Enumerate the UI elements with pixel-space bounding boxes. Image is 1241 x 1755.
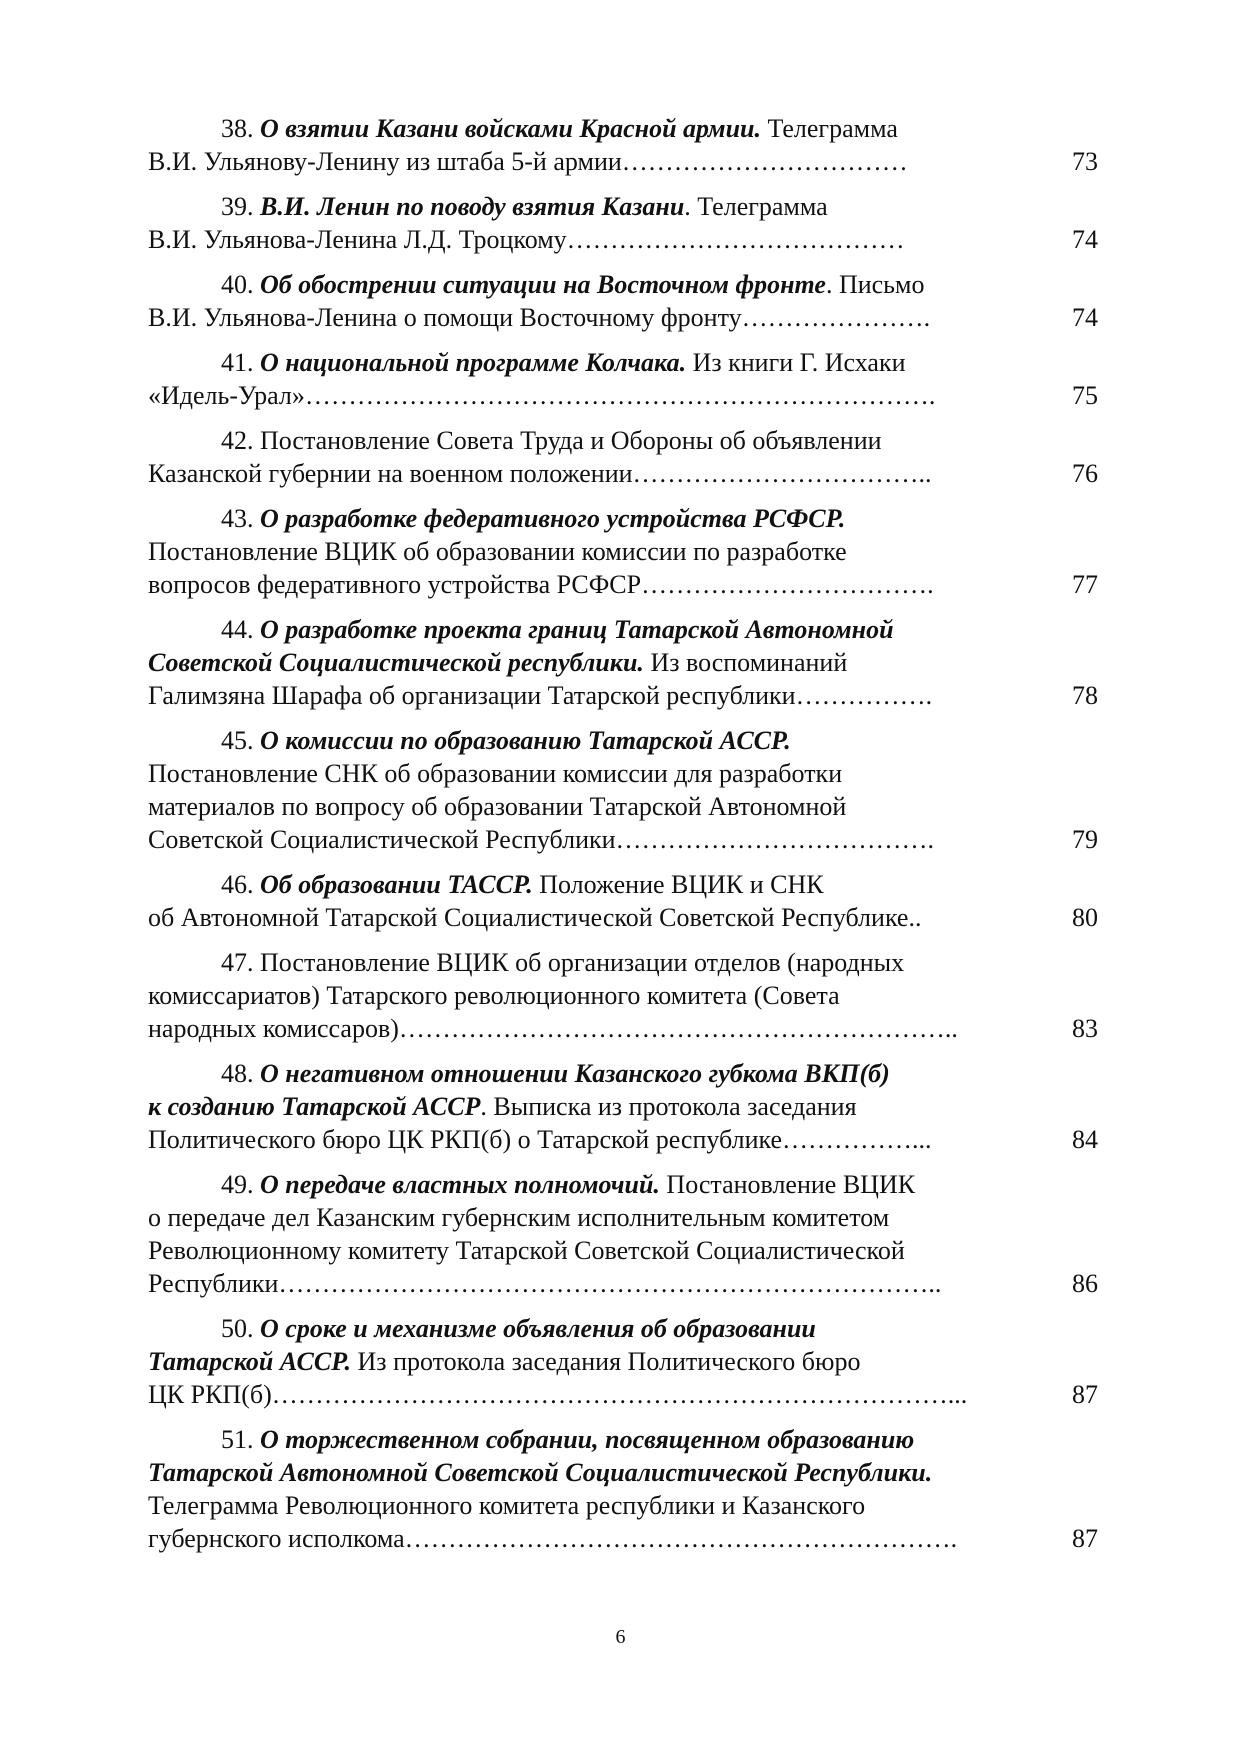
toc-entry-text: [221, 112, 1111, 145]
toc-entry-text: [148, 1378, 1038, 1411]
toc-entry-line: [148, 568, 1098, 601]
toc-entry-line: [148, 1312, 1111, 1345]
toc-entry-title: Советской Социалистической республики.: [148, 648, 644, 677]
toc-entry-description: 38.: [221, 114, 260, 143]
toc-entry-text: [148, 568, 1038, 601]
toc-entry-line: [148, 1123, 1098, 1156]
toc-entry-text: [148, 757, 1038, 790]
toc-entry-line: [148, 301, 1098, 334]
toc-entry-text: [148, 679, 1038, 712]
toc-entry-description: 48.: [221, 1059, 260, 1088]
toc-entry-text: [148, 1456, 1038, 1489]
toc-entry-text: [148, 1234, 1038, 1267]
toc-entry-text: [221, 868, 1111, 901]
toc-entry-line: [148, 790, 1038, 823]
toc-entry: [148, 424, 1098, 490]
toc-entry-text: [148, 379, 1038, 412]
toc-entry-description: ЦК РКП(б)……………………………………………………………………...: [148, 1380, 968, 1409]
toc-entry-description: 39.: [221, 192, 260, 221]
toc-entry-line: [148, 145, 1098, 178]
toc-entry-line: [148, 724, 1111, 757]
toc-entry-text: [221, 502, 1111, 535]
toc-entry-description: . Выписка из протокола заседания: [480, 1092, 857, 1121]
toc-entry-text: [148, 301, 1038, 334]
toc-entry-line: [148, 613, 1111, 646]
toc-entry-description: об Автономной Татарской Социалистической Советской Республике..: [148, 903, 922, 932]
toc-entry-page-number: 87: [1072, 1380, 1098, 1409]
toc-entry-title: О передаче властных полномочий.: [260, 1170, 660, 1199]
toc-entry-description: 51.: [221, 1425, 260, 1454]
toc-entry-line: [148, 223, 1098, 256]
toc-entry-text: [148, 1012, 1038, 1045]
toc-entry-title: О торжественном собрании, посвященном образованию: [260, 1425, 915, 1454]
toc-entry: [148, 1312, 1098, 1411]
toc-entry-text: [148, 1123, 1038, 1156]
toc-entry-description: Советской Социалистической Республики……………………………….: [148, 825, 935, 854]
toc-entry-line: [148, 1489, 1038, 1522]
toc-entry: [148, 1057, 1098, 1156]
toc-entry-page-number: 77: [1072, 570, 1098, 599]
toc-entry-line: [148, 535, 1038, 568]
toc-entry-line: [148, 1345, 1038, 1378]
toc-entry-title: Татарской АССР.: [148, 1347, 352, 1376]
toc-entry-description: Из книги Г. Исхаки: [686, 348, 906, 377]
toc-entry-text: [221, 190, 1111, 223]
toc-entry-description: губернского исполкома……………………………………………………….: [148, 1524, 958, 1553]
toc-entry-description: Постановление ВЦИК: [659, 1170, 916, 1199]
toc-entry-line: [148, 1522, 1098, 1555]
toc-entry-line: [148, 679, 1098, 712]
toc-entry-line: [148, 1201, 1038, 1234]
toc-entry-title: В.И. Ленин по поводу взятия Казани: [260, 192, 685, 221]
toc-entry-text: [148, 535, 1038, 568]
toc-entry-page-number: 87: [1072, 1524, 1098, 1553]
toc-entry-text: [148, 1267, 1038, 1300]
toc-entry-description: 44.: [221, 615, 260, 644]
toc-entry: [148, 268, 1098, 334]
toc-entry-text: [221, 424, 1111, 457]
toc-entry-text: [148, 979, 1038, 1012]
toc-entry-page-number: 75: [1072, 381, 1098, 410]
toc-entry-line: [148, 1012, 1098, 1045]
toc-entry-description: . Телеграмма: [684, 192, 828, 221]
toc-entry-description: Из воспоминаний: [643, 648, 848, 677]
toc-entry-description: 41.: [221, 348, 260, 377]
toc-entry-text: [148, 1489, 1038, 1522]
toc-entry: [148, 190, 1098, 256]
toc-entry-line: [148, 757, 1038, 790]
toc-entry-line: [148, 346, 1111, 379]
toc-entry-page-number: 74: [1072, 225, 1098, 254]
toc-entry-title: к созданию Татарской АССР: [148, 1092, 481, 1121]
toc-entry-title: О взятии Казани войсками Красной армии.: [260, 114, 761, 143]
toc-entry-text: [221, 346, 1111, 379]
toc-entry-text: [148, 790, 1038, 823]
toc-entry-line: [148, 502, 1111, 535]
toc-entry-line: [148, 1057, 1111, 1090]
toc-entry-page-number: 79: [1072, 825, 1098, 854]
toc-entry-title: Татарской Автономной Советской Социалистической Республики.: [148, 1458, 933, 1487]
toc-entry-description: Казанской губернии на военном положении……………………………..: [148, 459, 932, 488]
toc-entry-line: [148, 1423, 1111, 1456]
toc-entry-description: . Письмо: [825, 270, 925, 299]
toc-entry-line: [148, 1378, 1098, 1411]
toc-entry-page-number: 74: [1072, 303, 1098, 332]
toc-entry-text: [221, 268, 1111, 301]
toc-entry-line: [148, 1456, 1038, 1489]
toc-entry-description: 50.: [221, 1314, 260, 1343]
toc-entry-text: [221, 1168, 1111, 1201]
toc-entry-description: Постановление ВЦИК об образовании комиссии по разработке: [148, 537, 847, 566]
toc-entry: [148, 112, 1098, 178]
toc-entry-text: [148, 223, 1038, 256]
toc-entry-description: 40.: [221, 270, 260, 299]
toc-entry-line: [148, 424, 1111, 457]
toc-entry: [148, 1168, 1098, 1300]
toc-entry-page-number: 76: [1072, 459, 1098, 488]
toc-entry-description: 45.: [221, 726, 260, 755]
toc-entry: [148, 346, 1098, 412]
table-of-contents: [148, 112, 1098, 1567]
toc-entry-page-number: 73: [1072, 147, 1098, 176]
toc-entry-text: [148, 1345, 1038, 1378]
toc-entry-page-number: 83: [1072, 1014, 1098, 1043]
toc-entry-line: [148, 190, 1111, 223]
toc-entry-title: О комиссии по образованию Татарской АССР.: [260, 726, 791, 755]
toc-entry-page-number: 86: [1072, 1269, 1098, 1298]
toc-entry-title: Об образовании ТАССР.: [260, 870, 533, 899]
toc-entry-description: В.И. Ульянову-Ленину из штаба 5-й армии……………………………: [148, 147, 908, 176]
toc-entry-description: Революционному комитету Татарской Советской Социалистической: [148, 1236, 905, 1265]
toc-entry-title: Об обострении ситуации на Восточном фронте: [260, 270, 826, 299]
toc-entry-text: [148, 1090, 1038, 1123]
toc-entry-line: [148, 946, 1111, 979]
toc-entry-line: [148, 979, 1038, 1012]
toc-entry-line: [148, 646, 1038, 679]
toc-entry-description: 49.: [221, 1170, 260, 1199]
toc-entry-line: [148, 868, 1111, 901]
toc-entry-description: 46.: [221, 870, 260, 899]
toc-entry-description: комиссариатов) Татарского революционного комитета (Совета: [148, 981, 840, 1010]
toc-entry: [148, 946, 1098, 1045]
toc-entry-description: Республики…………………………………………………………………..: [148, 1269, 942, 1298]
toc-entry-line: [148, 1267, 1098, 1300]
toc-entry-page-number: 80: [1072, 903, 1098, 932]
toc-entry-text: [148, 901, 1038, 934]
footer-page-number: 6: [615, 1626, 626, 1648]
toc-entry-text: [148, 1201, 1038, 1234]
toc-entry-page-number: 84: [1072, 1125, 1098, 1154]
toc-entry-description: В.И. Ульянова-Ленина Л.Д. Троцкому…………………………………: [148, 225, 905, 254]
toc-entry-description: Галимзяна Шарафа об организации Татарской республики…………….: [148, 681, 933, 710]
toc-entry-description: Телеграмма Революционного комитета республики и Казанского: [148, 1491, 866, 1520]
toc-entry-line: [148, 268, 1111, 301]
toc-entry-description: В.И. Ульянова-Ленина о помощи Восточному фронту………………….: [148, 303, 931, 332]
toc-entry-title: О сроке и механизме объявления об образовании: [260, 1314, 816, 1343]
toc-entry-text: [221, 1057, 1111, 1090]
toc-entry-text: [148, 145, 1038, 178]
toc-entry-description: народных комиссаров)………………………………………………………..: [148, 1014, 958, 1043]
toc-entry-line: [148, 1168, 1111, 1201]
toc-entry-line: [148, 1234, 1038, 1267]
toc-entry-line: [148, 1090, 1038, 1123]
toc-entry-line: [148, 112, 1111, 145]
toc-entry-description: Постановление СНК об образовании комиссии для разработки: [148, 759, 843, 788]
toc-entry-title: О негативном отношении Казанского губкома ВКП(б): [260, 1059, 890, 1088]
toc-entry-description: Политического бюро ЦК РКП(б) о Татарской республике……………...: [148, 1125, 932, 1154]
toc-entry-text: [148, 1522, 1038, 1555]
toc-entry-line: [148, 823, 1098, 856]
toc-entry-text: [221, 724, 1111, 757]
toc-entry-title: О разработке федеративного устройства РСФСР.: [260, 504, 846, 533]
toc-entry-text: [221, 613, 1111, 646]
toc-entry: [148, 613, 1098, 712]
toc-entry-page-number: 78: [1072, 681, 1098, 710]
toc-entry-line: [148, 379, 1098, 412]
toc-entry-description: вопросов федеративного устройства РСФСР…………………………….: [148, 570, 934, 599]
toc-entry: [148, 868, 1098, 934]
toc-entry: [148, 502, 1098, 601]
toc-entry-line: [148, 901, 1098, 934]
toc-entry-text: [148, 823, 1038, 856]
toc-entry: [148, 724, 1098, 856]
toc-entry-text: [221, 1423, 1111, 1456]
toc-entry-text: [221, 1312, 1111, 1345]
toc-entry: [148, 1423, 1098, 1555]
toc-entry-description: материалов по вопросу об образовании Татарской Автономной: [148, 792, 847, 821]
toc-entry-description: Телеграмма: [760, 114, 898, 143]
toc-entry-description: Из протокола заседания Политического бюро: [351, 1347, 861, 1376]
toc-entry-text: [148, 646, 1038, 679]
toc-entry-description: Положение ВЦИК и СНК: [532, 870, 824, 899]
toc-entry-description: «Идель-Урал»……………………………………………………………….: [148, 381, 936, 410]
toc-entry-line: [148, 457, 1098, 490]
toc-entry-text: [221, 946, 1111, 979]
toc-entry-title: О национальной программе Колчака.: [260, 348, 687, 377]
toc-entry-description: 43.: [221, 504, 260, 533]
toc-entry-description: 42. Постановление Совета Труда и Обороны об объявлении: [221, 426, 882, 455]
toc-entry-text: [148, 457, 1038, 490]
toc-entry-description: о передаче дел Казанским губернским исполнительным комитетом: [148, 1203, 890, 1232]
toc-entry-description: 47. Постановление ВЦИК об организации отделов (народных: [221, 948, 905, 977]
toc-entry-title: О разработке проекта границ Татарской Автономной: [260, 615, 894, 644]
